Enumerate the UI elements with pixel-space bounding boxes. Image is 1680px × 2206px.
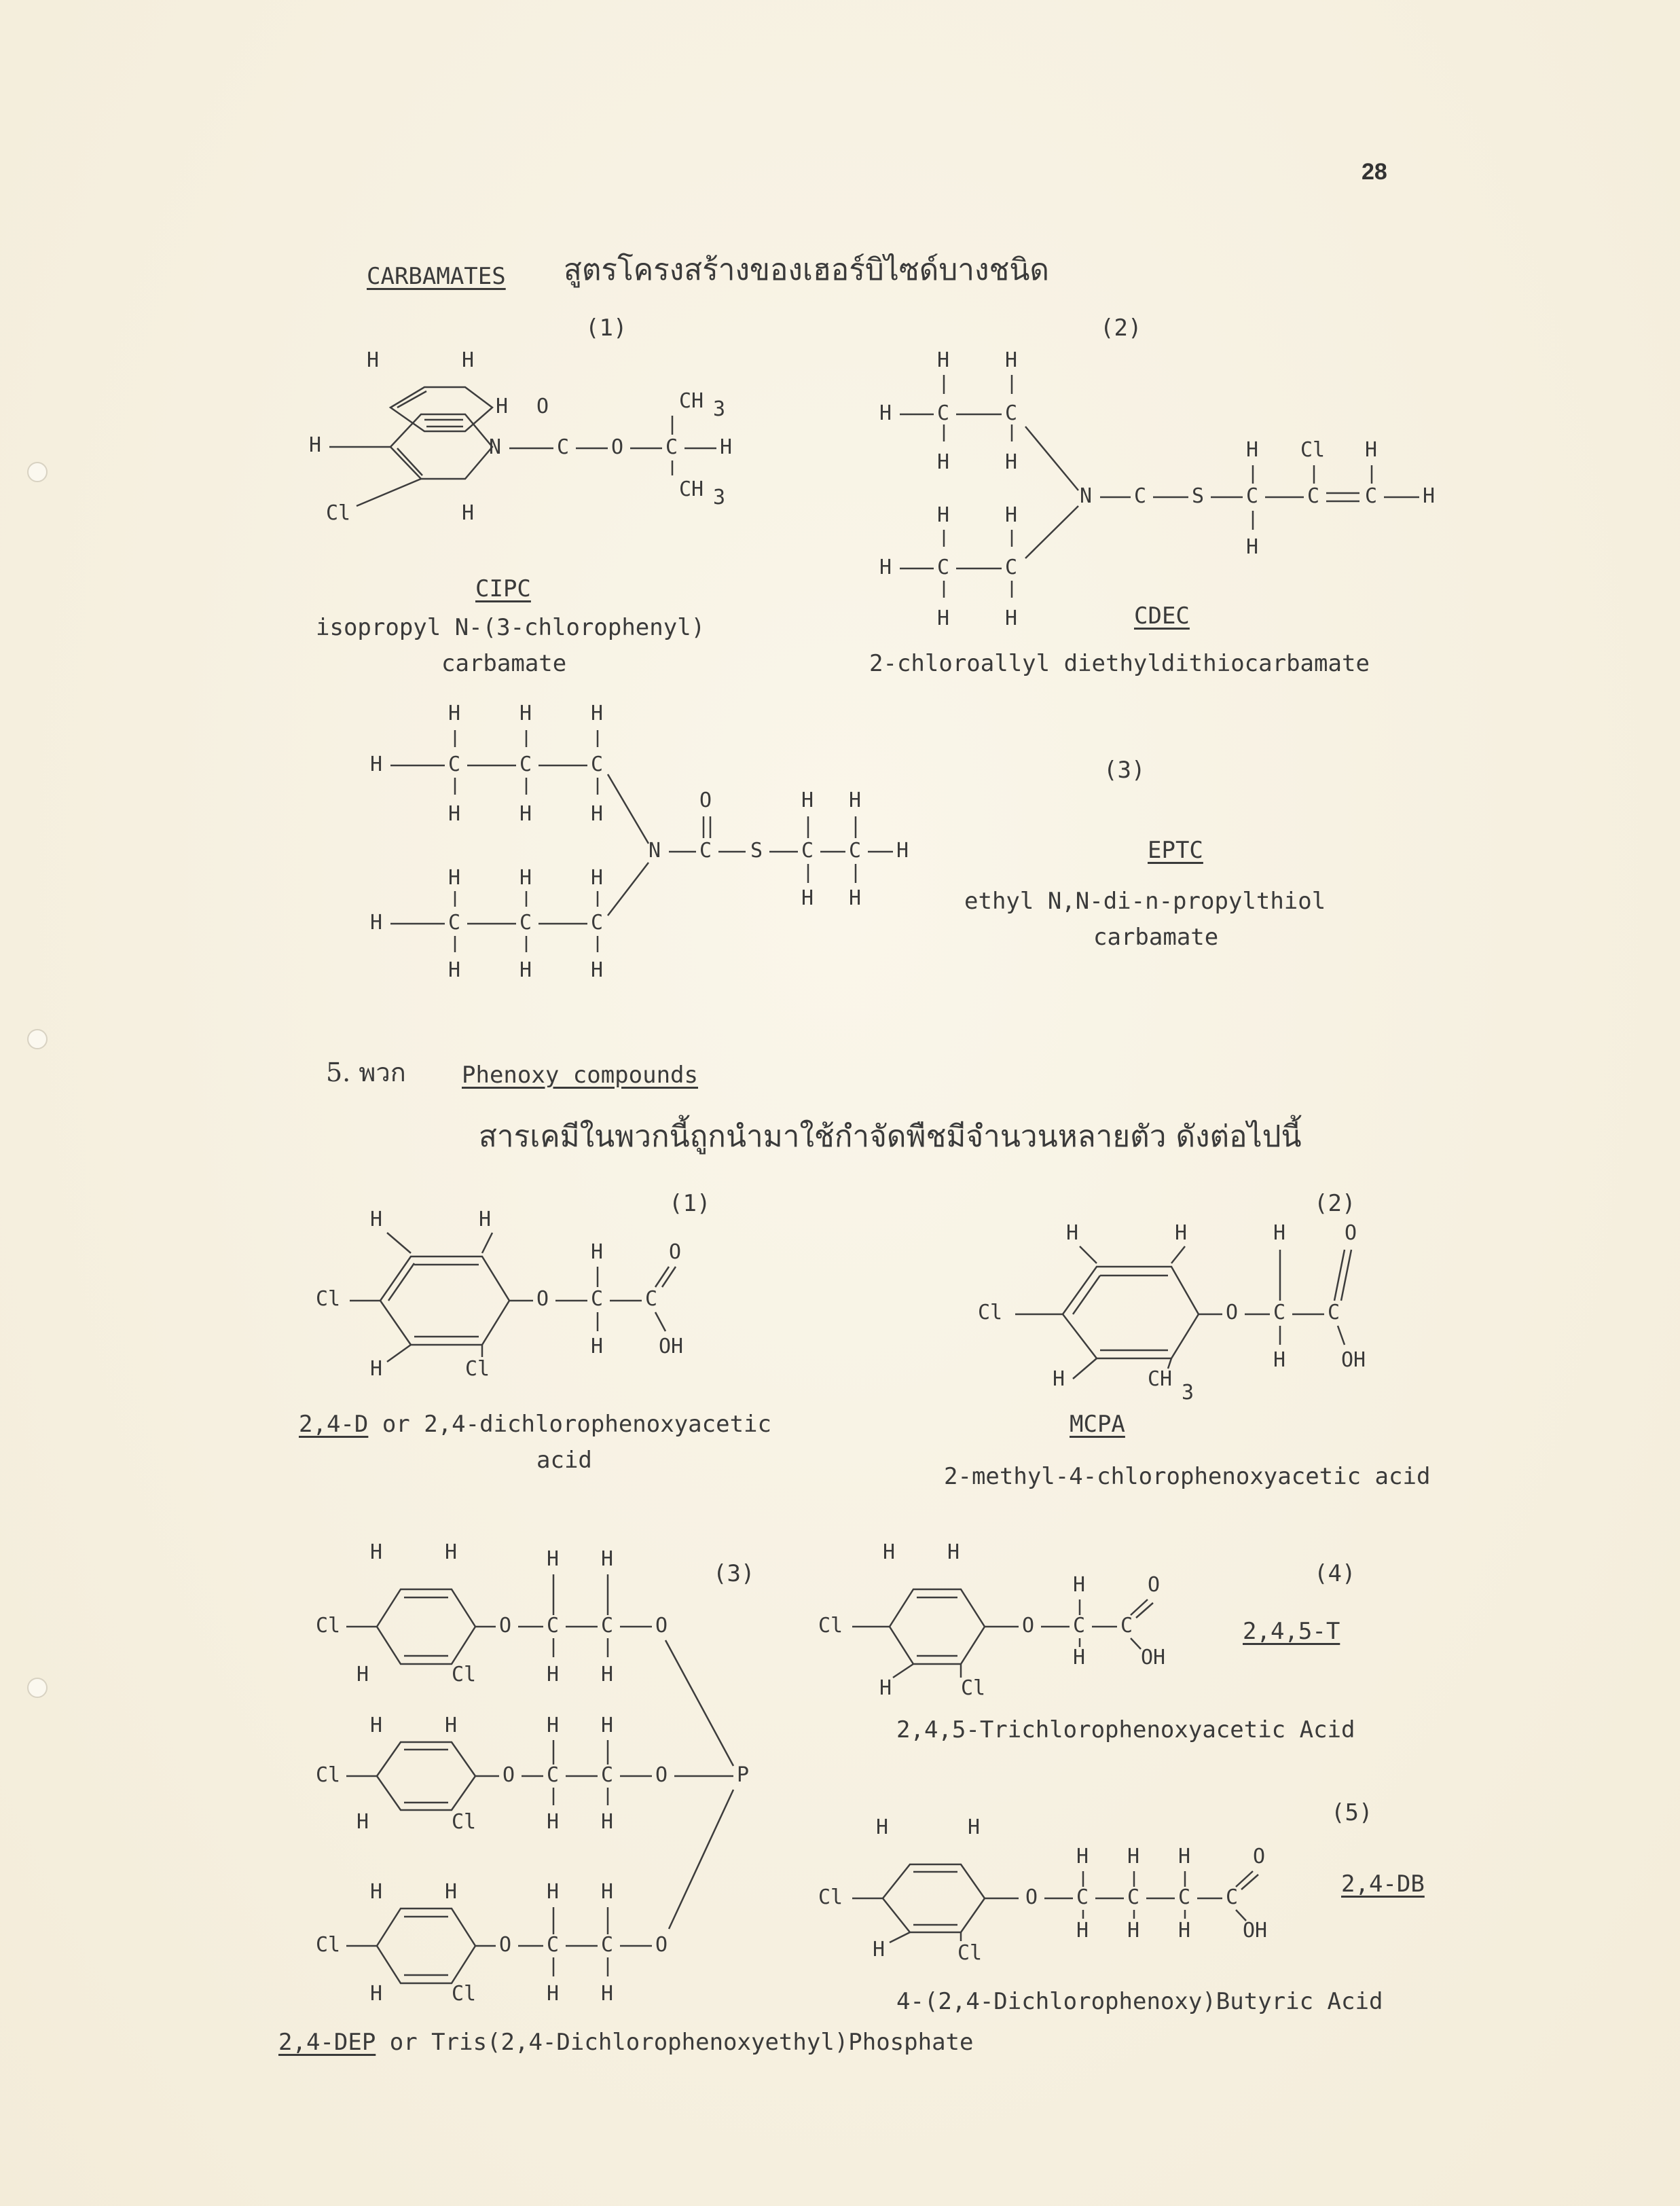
svg-text:OH: OH [1243,1919,1268,1942]
t245-description: 2,4,5-Trichlorophenoxyacetic Acid [896,1716,1355,1743]
svg-text:H: H [879,401,892,425]
svg-text:H: H [1066,1221,1079,1245]
svg-text:H: H [1423,484,1436,508]
svg-text:OH: OH [1141,1646,1166,1669]
dep-structure [312,1535,774,2010]
svg-text:Cl: Cl [452,1982,477,2006]
svg-text:H: H [937,348,950,372]
svg-text:C: C [591,753,604,776]
svg-text:C: C [1127,1885,1140,1909]
svg-text:H: H [1005,450,1018,474]
svg-text:C: C [801,839,814,863]
svg-text:O: O [611,435,624,459]
svg-text:O: O [499,1614,512,1638]
svg-text:H: H [801,886,814,910]
svg-text:C: C [1005,401,1018,425]
svg-text:C: C [557,435,570,459]
svg-text:3: 3 [713,486,726,509]
svg-text:3: 3 [713,397,726,421]
db24-description: 4-(2,4-Dichlorophenoxy)Butyric Acid [896,1988,1383,2015]
svg-text:Cl: Cl [1300,438,1326,462]
t245-name: 2,4,5-T [1243,1618,1340,1645]
svg-text:H: H [1053,1367,1065,1391]
svg-text:Cl: Cl [316,1933,341,1957]
svg-text:Cl: Cl [452,1663,477,1686]
svg-text:O: O [503,1763,515,1787]
d24-description-line1: or 2,4-dichlorophenoxyacetic [368,1411,771,1438]
svg-text:H: H [879,1676,892,1700]
svg-text:C: C [1328,1301,1340,1324]
svg-text:C: C [448,753,461,776]
svg-text:H: H [547,1714,560,1737]
svg-text:C: C [665,435,678,459]
svg-text:H: H [1005,607,1018,630]
svg-text:H: H [601,1663,614,1686]
svg-text:O: O [536,395,549,418]
svg-text:H: H [367,348,380,372]
svg-text:C: C [937,401,950,425]
svg-text:H: H [937,503,950,527]
svg-text:O: O [1148,1573,1161,1597]
punch-hole [27,462,48,482]
phenoxy-number-2: (2) [1314,1190,1356,1217]
svg-text:H: H [370,1357,383,1381]
svg-text:O: O [536,1287,549,1311]
svg-text:H: H [547,1810,560,1834]
svg-text:H: H [448,802,461,826]
svg-text:H: H [1246,535,1259,559]
svg-text:C: C [601,1933,614,1957]
svg-text:S: S [1192,484,1205,508]
svg-text:C: C [1073,1614,1086,1638]
svg-text:H: H [591,802,604,826]
svg-text:C: C [937,556,950,579]
svg-text:H: H [1073,1573,1086,1597]
svg-text:H: H [448,866,461,890]
svg-text:O: O [655,1933,668,1957]
svg-text:Cl: Cl [961,1676,986,1700]
svg-text:H: H [849,789,862,812]
svg-text:C: C [519,753,532,776]
phenoxy-section-prefix: 5. พวก [326,1057,406,1087]
svg-text:H: H [309,433,322,457]
svg-text:OH: OH [1341,1348,1366,1372]
cipc-description-line2: carbamate [441,650,567,677]
svg-text:CH: CH [679,477,704,501]
svg-text:C: C [519,911,532,935]
d24-name: 2,4-D [299,1411,369,1438]
carbamate-number-3: (3) [1103,757,1146,784]
svg-text:Cl: Cl [818,1614,843,1638]
svg-text:H: H [968,1815,981,1839]
svg-text:S: S [750,839,763,863]
dep-caption [278,2031,974,2054]
svg-text:H: H [1365,438,1378,462]
svg-text:H: H [876,1815,889,1839]
svg-text:CH: CH [1148,1367,1173,1391]
cipc-description-line1: isopropyl N-(3-chlorophenyl) [316,614,706,641]
svg-text:C: C [1134,484,1147,508]
eptc-name: EPTC [1148,837,1203,864]
svg-text:C: C [1226,1885,1239,1909]
svg-text:H: H [601,1547,614,1571]
svg-text:H: H [601,1880,614,1904]
d24-description-line2: acid [536,1447,592,1474]
svg-text:C: C [1365,484,1378,508]
svg-text:H: H [591,1240,604,1264]
svg-text:C: C [699,839,712,863]
cdec-name: CDEC [1134,602,1190,630]
svg-text:H: H [1246,438,1259,462]
svg-text:H: H [547,1880,560,1904]
svg-text:Cl: Cl [452,1810,477,1834]
punch-hole [27,1678,48,1698]
eptc-description-line2: carbamate [1093,924,1219,951]
d24-caption [299,1413,771,1436]
svg-text:H: H [591,866,604,890]
svg-text:Cl: Cl [326,501,351,525]
svg-text:H: H [547,1663,560,1686]
svg-text:H: H [720,435,733,459]
phenoxy-thai-intro: สารเคมีในพวกนี้ถูกนำมาใช้กำจัดพืชมีจำนวนหลายตัว ดังต่อไปนี้ [479,1119,1302,1154]
svg-text:H: H [479,1208,492,1231]
phenoxy-number-3: (3) [713,1560,755,1587]
svg-text:H: H [879,556,892,579]
phenoxy-number-1: (1) [669,1190,711,1217]
svg-text:O: O [1345,1221,1357,1245]
svg-text:C: C [1005,556,1018,579]
cipc-name: CIPC [475,575,531,602]
svg-text:C: C [849,839,862,863]
svg-text:H: H [445,1714,458,1737]
eptc-description-line1: ethyl N,N-di-n-propylthiol [964,888,1326,915]
mcpa-description: 2-methyl-4-chlorophenoxyacetic acid [944,1463,1431,1490]
svg-text:O: O [499,1933,512,1957]
svg-text:C: C [591,1287,604,1311]
carbamate-number-1: (1) [585,314,627,342]
d24-structure [312,1202,720,1379]
svg-text:H: H [601,1714,614,1737]
cdec-description: 2-chloroallyl diethyldithiocarbamate [869,650,1370,677]
svg-text:H: H [1273,1348,1286,1372]
svg-text:C: C [601,1614,614,1638]
svg-text:C: C [1076,1885,1089,1909]
svg-text:Cl: Cl [465,1357,490,1381]
page-number: 28 [1362,159,1387,185]
svg-text:O: O [655,1614,668,1638]
punch-hole [27,1029,48,1049]
svg-text:P: P [737,1763,750,1787]
svg-text:H: H [496,395,509,418]
svg-text:H: H [519,866,532,890]
svg-text:H: H [1073,1646,1086,1669]
phenoxy-number-5: (5) [1331,1799,1373,1826]
cdec-structure [876,340,1467,638]
svg-text:C: C [1120,1614,1133,1638]
svg-text:H: H [370,753,383,776]
svg-text:H: H [937,450,950,474]
svg-text:H: H [591,1335,604,1358]
svg-text:O: O [1022,1614,1035,1638]
svg-text:H: H [1076,1845,1089,1868]
svg-text:C: C [645,1287,658,1311]
svg-text:C: C [591,911,604,935]
svg-text:H: H [1127,1845,1140,1868]
svg-text:H: H [445,1540,458,1564]
svg-text:H: H [601,1982,614,2006]
svg-text:N: N [489,435,502,459]
svg-text:Cl: Cl [316,1287,341,1311]
db24-structure [815,1807,1277,1970]
dep-description: or Tris(2,4-Dichlorophenoxyethyl)Phosphate [376,2029,974,2056]
svg-text:H: H [462,501,475,525]
svg-text:H: H [519,702,532,725]
svg-text:O: O [699,789,712,812]
svg-text:H: H [591,958,604,982]
t245-structure [815,1535,1195,1705]
svg-text:3: 3 [1182,1381,1194,1405]
svg-text:H: H [370,1208,383,1231]
svg-text:H: H [370,911,383,935]
svg-text:H: H [370,1982,383,2006]
svg-text:H: H [1127,1919,1140,1942]
svg-text:Cl: Cl [316,1763,341,1787]
dep-name: 2,4-DEP [278,2029,376,2056]
svg-text:H: H [519,958,532,982]
svg-text:H: H [883,1540,896,1564]
svg-text:H: H [1178,1845,1191,1868]
svg-text:C: C [547,1933,560,1957]
db24-name: 2,4-DB [1341,1870,1425,1898]
svg-text:H: H [547,1547,560,1571]
svg-text:C: C [1307,484,1320,508]
svg-text:C: C [601,1763,614,1787]
svg-text:H: H [519,802,532,826]
svg-text:H: H [445,1880,458,1904]
svg-text:C: C [1178,1885,1191,1909]
svg-text:H: H [462,348,475,372]
svg-text:H: H [357,1810,369,1834]
svg-text:H: H [448,958,461,982]
svg-text:H: H [937,607,950,630]
carbamate-number-2: (2) [1100,314,1142,342]
svg-text:H: H [1005,348,1018,372]
svg-text:H: H [1005,503,1018,527]
svg-text:H: H [849,886,862,910]
svg-text:H: H [873,1938,885,1961]
svg-text:C: C [1273,1301,1286,1324]
svg-text:C: C [448,911,461,935]
svg-text:H: H [357,1663,369,1686]
svg-text:N: N [649,839,661,863]
cipc-structure [299,340,774,530]
mcpa-name: MCPA [1070,1411,1125,1438]
svg-text:Cl: Cl [978,1301,1003,1324]
svg-text:C: C [547,1614,560,1638]
svg-text:Cl: Cl [818,1885,843,1909]
eptc-structure [360,700,971,985]
svg-text:H: H [370,1540,383,1564]
svg-text:H: H [1178,1919,1191,1942]
svg-text:O: O [1253,1845,1266,1868]
svg-text:H: H [601,1810,614,1834]
svg-text:H: H [947,1540,960,1564]
svg-text:N: N [1080,484,1093,508]
carbamates-thai-title: สูตรโครงสร้างของเฮอร์บิไซด์บางชนิด [564,253,1049,287]
svg-text:Cl: Cl [957,1941,983,1965]
mcpa-structure [978,1216,1419,1406]
svg-text:H: H [370,1880,383,1904]
svg-text:H: H [448,702,461,725]
svg-text:C: C [547,1763,560,1787]
svg-text:H: H [896,839,909,863]
svg-text:H: H [591,702,604,725]
svg-text:H: H [801,789,814,812]
svg-text:H: H [370,1714,383,1737]
svg-text:H: H [1175,1221,1188,1245]
svg-text:O: O [1226,1301,1239,1324]
svg-text:H: H [1273,1221,1286,1245]
svg-text:H: H [1076,1919,1089,1942]
phenoxy-section-heading: Phenoxy compounds [462,1062,698,1089]
phenoxy-number-4: (4) [1314,1560,1356,1587]
svg-text:O: O [1025,1885,1038,1909]
carbamates-heading: CARBAMATES [367,263,506,290]
svg-text:O: O [655,1763,668,1787]
svg-text:OH: OH [659,1335,684,1358]
svg-text:O: O [669,1240,682,1264]
svg-text:Cl: Cl [316,1614,341,1638]
svg-text:CH: CH [679,389,704,413]
svg-text:H: H [547,1982,560,2006]
svg-text:C: C [1246,484,1259,508]
